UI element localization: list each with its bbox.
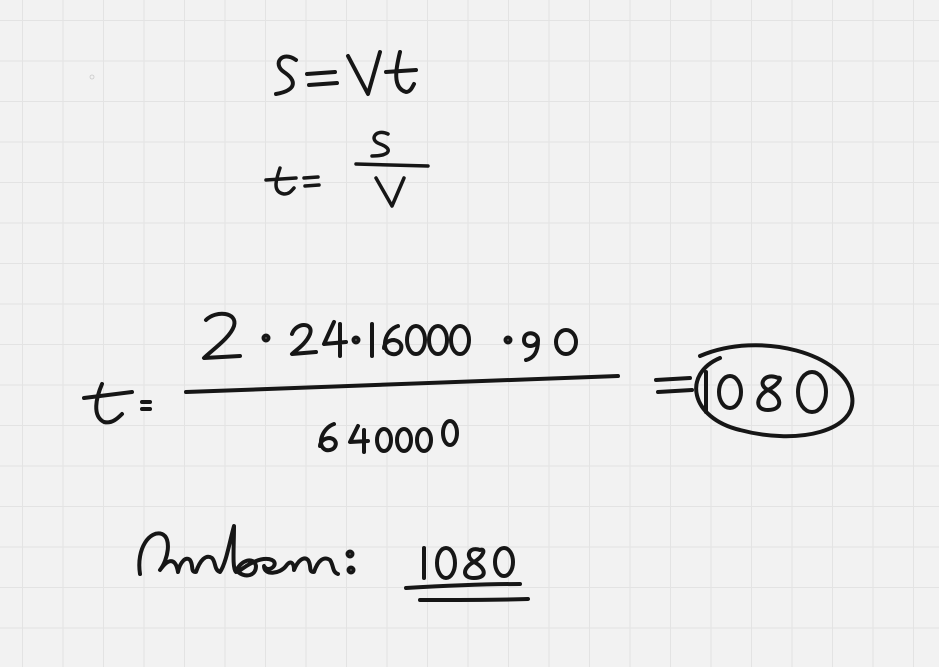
den-digit-6 (320, 424, 336, 450)
answer-label-script (139, 526, 338, 575)
formula-s-equals-vt (276, 52, 416, 94)
num-digit-0a (407, 326, 425, 354)
ans-digit-0 (437, 548, 455, 578)
num-dot-1 (264, 336, 269, 341)
stray-dot (90, 75, 94, 79)
formula-t-equals-s-over-v (266, 132, 428, 206)
eq2-top (304, 177, 318, 178)
calculation-line (84, 314, 852, 452)
res-digit-0b (798, 372, 826, 412)
answer-colon-top (348, 552, 353, 557)
frac-bar (356, 164, 428, 166)
den-digit-0d (443, 421, 457, 445)
t3-bar (84, 392, 132, 398)
res-digit-0 (719, 376, 741, 408)
big-fraction-bar (186, 376, 618, 392)
num-digit-6 (384, 326, 401, 354)
num-digit-2b (292, 325, 316, 354)
letter-v (348, 52, 380, 94)
eq-result-top (656, 378, 690, 380)
t2-bar (266, 178, 296, 180)
t2-stem (276, 168, 294, 194)
letter-s (276, 57, 296, 94)
frac-numerator-s (372, 132, 388, 156)
t3-stem (96, 384, 122, 422)
num-digit-0b (429, 326, 447, 354)
letter-t-bar (386, 70, 416, 72)
den-digit-0c (417, 429, 431, 451)
num-digit-0d (556, 330, 576, 354)
underline-2 (420, 599, 528, 600)
den-digit-0a (377, 429, 391, 451)
ans-digit-8 (465, 549, 484, 578)
num-digit-4 (324, 322, 346, 356)
eq2-bottom (305, 185, 319, 186)
answer-colon-bottom (349, 568, 354, 573)
ans-digit-0b (495, 548, 513, 576)
num-dot-2 (354, 338, 359, 343)
res-digit-8 (758, 376, 780, 410)
underline-1 (406, 584, 520, 588)
answer-line (139, 526, 528, 600)
num-digit-9 (524, 333, 538, 360)
equals-bottom (309, 83, 337, 85)
num-digit-2 (204, 314, 240, 358)
den-digit-0b (397, 429, 411, 451)
frac-denominator-v (376, 178, 404, 206)
equals-top (307, 72, 335, 74)
num-digit-0c (451, 326, 469, 354)
eq-result-bottom (658, 390, 692, 392)
num-dot-3 (506, 338, 511, 343)
den-digit-4 (350, 426, 368, 452)
